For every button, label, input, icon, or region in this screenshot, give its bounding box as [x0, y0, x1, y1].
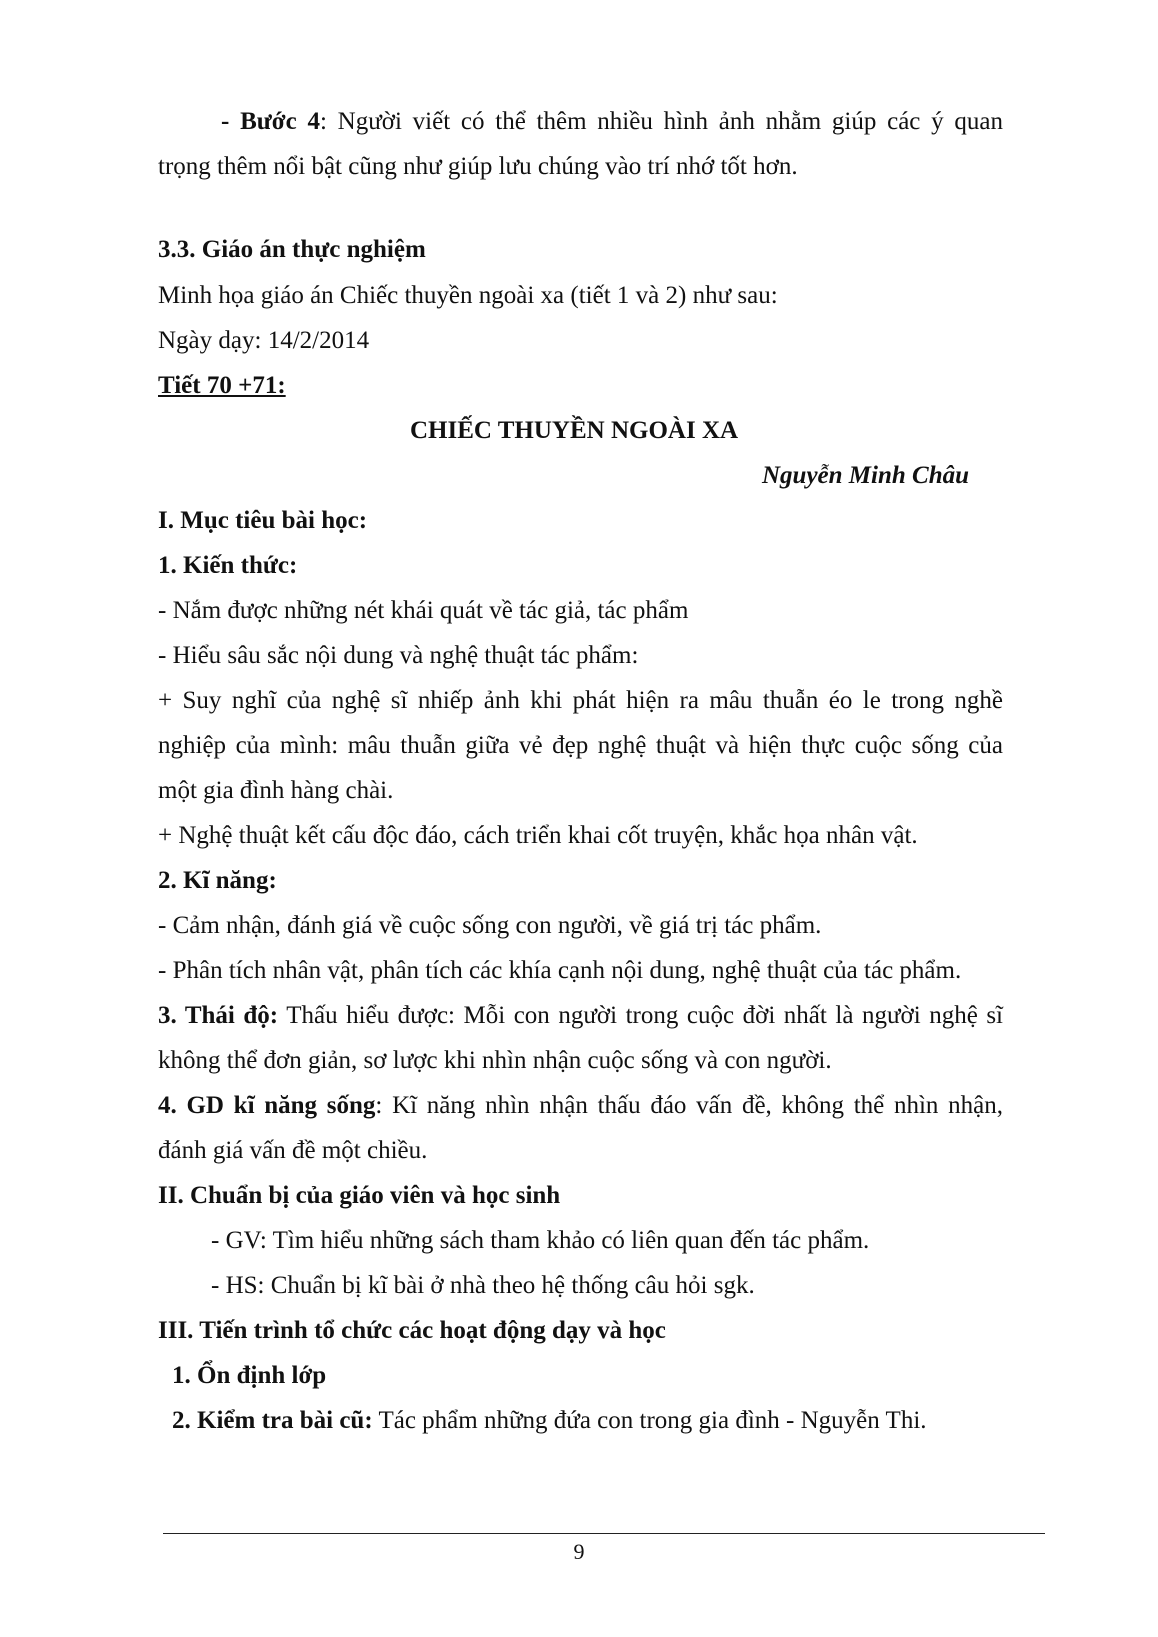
- section-heading-3-3: 3.3. Giáo án thực nghiệm: [158, 236, 426, 263]
- heading-III: III. Tiến trình tổ chức các hoạt động dạy và học: [158, 1317, 666, 1344]
- author-name: Nguyễn Minh Châu: [762, 462, 970, 489]
- heading-skills: 2. Kĩ năng:: [158, 867, 277, 894]
- knowledge-item-3a: + Suy nghĩ của nghệ sĩ nhiếp ảnh khi phát hiện ra mâu thuẫn éo le trong nghề: [158, 687, 1003, 714]
- heading-I: I. Mục tiêu bài học:: [158, 507, 368, 534]
- knowledge-item-3c: một gia đình hàng chài.: [158, 777, 394, 804]
- step4-line1: - Bước 4: Người viết có thể thêm nhiều hình ảnh nhằm giúp các ý quan: [221, 108, 1003, 135]
- step-check-old-lesson: 2. Kiểm tra bài cũ: Tác phẩm những đứa con trong gia đình - Nguyễn Thi.: [172, 1407, 927, 1434]
- step-stabilize-class: 1. Ổn định lớp: [172, 1362, 327, 1389]
- prep-student: - HS: Chuẩn bị kĩ bài ở nhà theo hệ thống câu hỏi sgk.: [211, 1272, 755, 1299]
- knowledge-item-3b: nghiệp của mình: mâu thuẫn giữa vẻ đẹp nghệ thuật và hiện thực cuộc sống của: [158, 732, 1003, 759]
- skill-item-2: - Phân tích nhân vật, phân tích các khía cạnh nội dung, nghệ thuật của tác phẩm.: [158, 957, 962, 984]
- knowledge-item-2: - Hiểu sâu sắc nội dung và nghệ thuật tác phẩm:: [158, 642, 639, 669]
- attitude-line1: 3. Thái độ: Thấu hiểu được: Mỗi con người trong cuộc đời nhất là người nghệ sĩ: [158, 1002, 1003, 1029]
- heading-knowledge: 1. Kiến thức:: [158, 552, 298, 579]
- intro-text: Minh họa giáo án Chiếc thuyền ngoài xa (tiết 1 và 2) như sau:: [158, 282, 778, 309]
- attitude-line2: không thể đơn giản, sơ lược khi nhìn nhận cuộc sống và con người.: [158, 1047, 832, 1074]
- knowledge-item-1: - Nắm được những nét khái quát về tác giả, tác phẩm: [158, 597, 689, 624]
- skill-item-1: - Cảm nhận, đánh giá về cuộc sống con người, về giá trị tác phẩm.: [158, 912, 822, 939]
- lesson-title: CHIẾC THUYỀN NGOÀI XA: [410, 417, 739, 444]
- lesson-number: Tiết 70 +71:: [158, 372, 286, 399]
- page-number: 9: [573, 1539, 585, 1564]
- life-skills-line1: 4. GD kĩ năng sống: Kĩ năng nhìn nhận thấu đáo vấn đề, không thể nhìn nhận,: [158, 1092, 1003, 1119]
- knowledge-item-4: + Nghệ thuật kết cấu độc đáo, cách triển khai cốt truyện, khắc họa nhân vật.: [158, 822, 918, 849]
- heading-II: II. Chuẩn bị của giáo viên và học sinh: [158, 1182, 561, 1209]
- life-skills-line2: đánh giá vấn đề một chiều.: [158, 1137, 428, 1164]
- footer-divider: [163, 1533, 1045, 1534]
- teaching-date: Ngày dạy: 14/2/2014: [158, 327, 370, 354]
- step4-line2: trọng thêm nổi bật cũng như giúp lưu chúng vào trí nhớ tốt hơn.: [158, 153, 798, 180]
- prep-teacher: - GV: Tìm hiểu những sách tham khảo có liên quan đến tác phẩm.: [211, 1227, 870, 1254]
